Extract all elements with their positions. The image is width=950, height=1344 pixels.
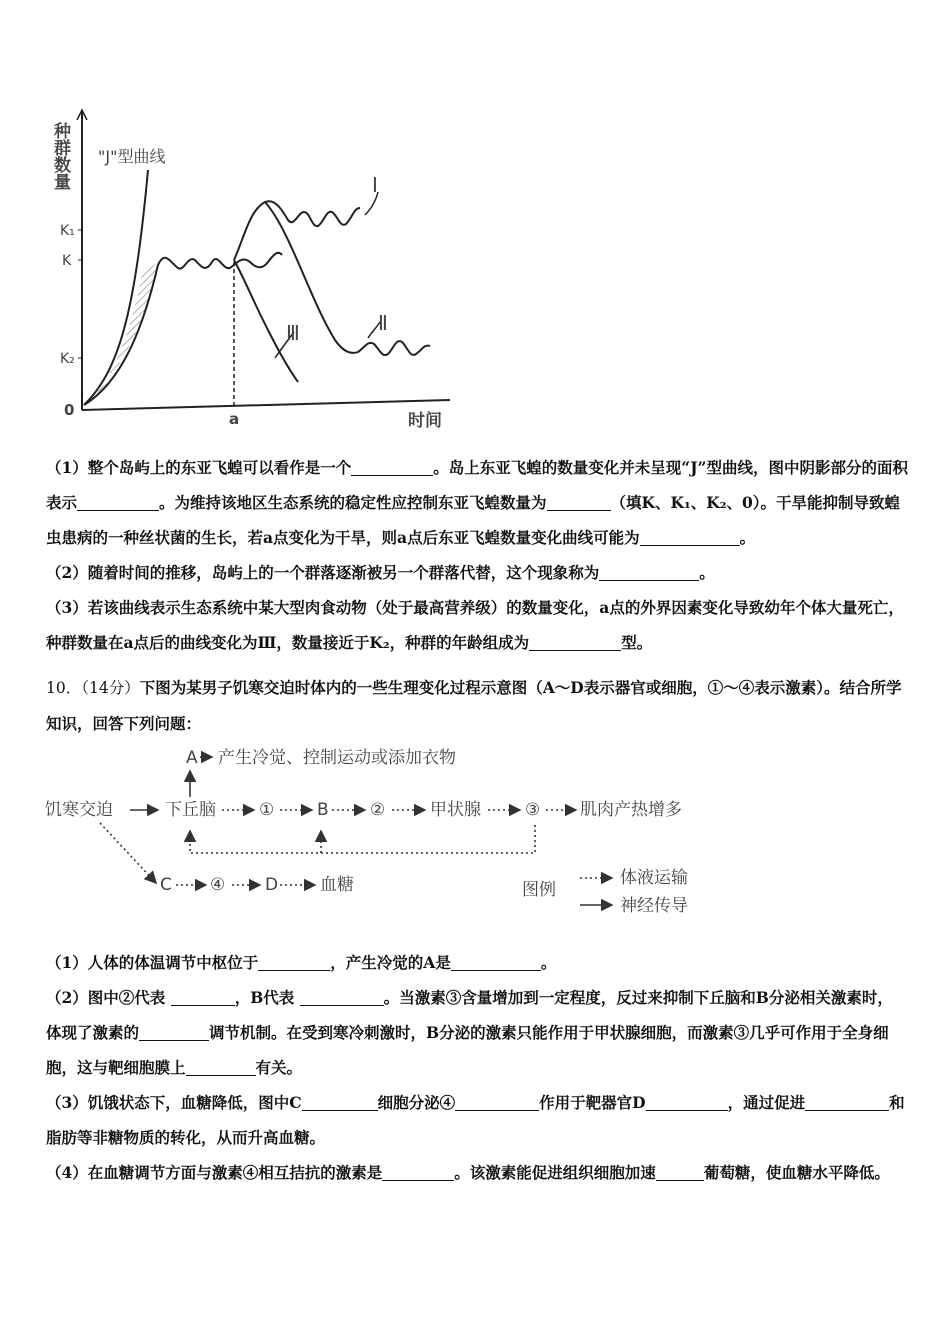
q9-part-2: （2）随着时间的推移，岛屿上的一个群落逐渐被另一个群落代替，这个现象称为 。	[46, 563, 715, 582]
answer-blank[interactable]	[258, 952, 330, 971]
answer-blank[interactable]	[656, 1162, 704, 1181]
y-axis-label: 种群数量	[50, 122, 70, 190]
node-thyroid: 甲状腺	[430, 800, 481, 820]
q10-part-1: （1）人体的体温调节中枢位于 ，产生冷觉的A是 。	[46, 953, 557, 972]
answer-blank[interactable]	[529, 632, 621, 651]
j-curve-label: "J"型曲线	[98, 147, 166, 166]
question-9	[46, 450, 908, 660]
node-B: B	[317, 800, 329, 820]
q9-part-1: （1）整个岛屿上的东亚飞蝗可以看作是一个 。岛上东亚飞蝗的数量变化并未呈现“J”型曲线，图中阴影部分的面积表示 。为维持该地区生态系统的稳定性应控制东亚飞蝗数量为 （填K、K₁、K₂、0）。干旱能抑制导致蝗虫患病的一种丝状菌的生长，若a点变化为干旱，则a点后东亚飞蝗数量变化曲线可能为 。	[46, 458, 908, 547]
legend-fluid: 体液运输	[620, 868, 688, 888]
answer-blank[interactable]	[186, 1057, 256, 1076]
curve-label-I: Ⅰ	[372, 173, 378, 197]
answer-blank[interactable]	[77, 492, 159, 511]
question-intro: 下图为某男子饥寒交迫时体内的一些生理变化过程示意图（A～D表示器官或细胞，①～④表示激素）。结合所学知识，回答下列问题：	[46, 678, 902, 733]
node-hormone-1: ①	[259, 800, 275, 820]
node-A: A	[186, 748, 198, 768]
q10-part-4: （4）在血糖调节方面与激素④相互拮抗的激素是 。该激素能促进组织细胞加速 葡萄糖，使血糖水平降低。	[46, 1163, 890, 1182]
tick-k: K	[62, 253, 72, 269]
question-score: （14分）	[81, 679, 140, 697]
q10-part-2: （2）图中②代表 ，B代表 。当激素③含量增加到一定程度，反过来抑制下丘脑和B分泌相关激素时，体现了激素的 调节机制。在受到寒冷刺激时，B分泌的激素只能作用于甲状腺细胞，而激素③几乎可作用于全身细胞，这与靶细胞膜上 有关。	[46, 988, 893, 1077]
answer-blank[interactable]	[640, 527, 740, 546]
question-number: 10．	[46, 679, 82, 697]
question-10-parts	[46, 945, 908, 1190]
answer-blank[interactable]	[646, 1092, 728, 1111]
legend-nerve: 神经传导	[620, 896, 688, 916]
q10-part-3: （3）饥饿状态下，血糖降低，图中C 细胞分泌④ 作用于靶器官D ，通过促进 和脂肪等非糖物质的转化，从而升高血糖。	[46, 1093, 905, 1147]
x-axis	[82, 400, 450, 410]
tick-a: a	[229, 410, 240, 428]
answer-blank[interactable]	[547, 492, 611, 511]
legend-title: 图例	[522, 880, 556, 900]
node-hypothalamus: 下丘脑	[165, 800, 216, 820]
answer-blank[interactable]	[382, 1162, 454, 1181]
answer-blank[interactable]	[599, 562, 699, 581]
answer-blank[interactable]	[139, 1022, 209, 1041]
j-curve	[84, 170, 148, 405]
flow-diagram	[40, 745, 720, 925]
tick-k1: K₁	[60, 223, 75, 239]
node-start: 饥寒交迫	[45, 800, 113, 820]
x-axis-label: 时间	[408, 411, 442, 431]
node-hormone-4: ④	[210, 875, 226, 895]
node-muscle: 肌肉产热增多	[580, 800, 682, 820]
s-curve	[84, 253, 282, 405]
node-D: D	[265, 875, 279, 895]
answer-blank[interactable]	[351, 457, 433, 476]
answer-blank[interactable]	[451, 952, 541, 971]
node-blood-sugar: 血糖	[320, 875, 354, 895]
curve-label-III: Ⅲ	[286, 321, 300, 345]
origin-label: 0	[64, 401, 75, 419]
tick-k2: K₂	[60, 351, 75, 367]
answer-blank[interactable]	[805, 1092, 889, 1111]
node-hormone-3: ③	[525, 800, 541, 820]
answer-blank[interactable]	[455, 1092, 539, 1111]
answer-blank[interactable]	[300, 987, 384, 1006]
question-10-intro	[46, 670, 908, 741]
curve-label-II: Ⅱ	[378, 311, 388, 335]
answer-blank[interactable]	[171, 987, 235, 1006]
q9-part-3: （3）若该曲线表示生态系统中某大型肉食动物（处于最高营养级）的数量变化，a点的外界因素变化导致幼年个体大量死亡，种群数量在a点后的曲线变化为Ⅲ，数量接近于K₂，种群的年龄组成为 型。	[46, 598, 904, 652]
answer-blank[interactable]	[302, 1092, 378, 1111]
node-C: C	[160, 875, 172, 895]
population-graph	[50, 100, 470, 435]
node-hormone-2: ②	[370, 800, 386, 820]
curve-I	[234, 201, 360, 260]
node-A-effect: 产生冷觉、控制运动或添加衣物	[218, 748, 456, 768]
